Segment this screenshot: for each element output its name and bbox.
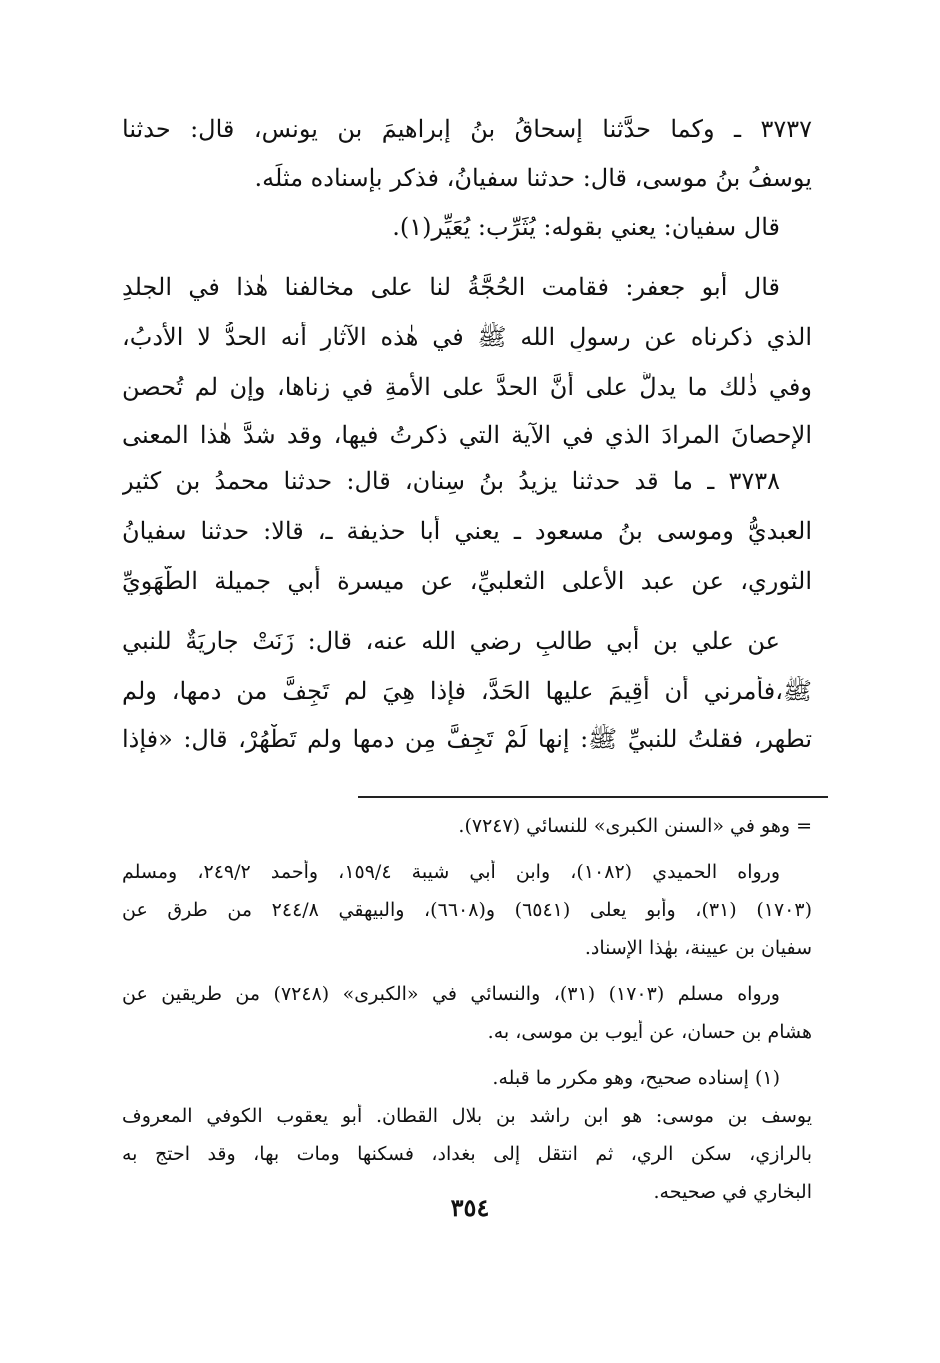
abu-jafar-line-1: قال أبو جعفر: فقامت الحُجَّةُ لنا على مخالفنا هٰذا في الجلدِ: [122, 273, 780, 301]
hadith-3738-line-4: عن علي بن أبي طالبٍ رضي الله عنه، قال: زَنَتْ جاريَةٌ للنبي: [122, 627, 780, 655]
footnote-line-10: البخاري في صحيحه.: [653, 1181, 812, 1203]
footnote-line-3: (١٧٠٣) (٣١)، وأبو يعلى (٦٥٤١) و(٦٦٠٨)، والبيهقي ٢٤٤/٨ من طرق عن: [122, 899, 812, 921]
hadith-3738-line-5: ﷺ،فأمرني أن أُقِيمَ عليها الحَدَّ، فإذا هِيَ لم تَجِفَّ من دمها، ولم: [122, 677, 812, 705]
hadith-3738-line-3: الثوري، عن عبد الأعلى الثعلبيِّ، عن ميسرة أبي جميلة الطُّهَوِيِّ: [122, 567, 812, 595]
footnote-line-7: (١) إسناده صحيح، وهو مكرر ما قبله.: [492, 1067, 780, 1089]
abu-jafar-line-4: الإحصانَ المرادَ الذي في الآية التي ذكرتُ فيها، وقد شدَّ هٰذا المعنى: [122, 421, 812, 449]
hadith-3738-line-2: العبديُّ وموسى بنُ مسعود ـ يعني أبا حذيفة ـ، قالا: حدثنا سفيانُ: [122, 517, 812, 545]
hadith-3737-line-2: يوسفُ بنُ موسى، قال: حدثنا سفيانُ، فذكر بإسناده مثلَه.: [254, 164, 812, 192]
hadith-3738-line-1: ٣٧٣٨ ـ ما قد حدثنا يزيدُ بنُ سِنان، قال: حدثنا محمدُ بن كثير: [122, 467, 780, 495]
footnote-line-1: = وهو في «السنن الكبرى» للنسائي (٧٢٤٧).: [458, 815, 812, 837]
hadith-3738-line-6: تطهر، فقلتُ للنبيِّ ﷺ: إنها لَمْ تَجِفَّ مِن دمها ولم تَطْهُرْ، قال: «فإذا: [122, 725, 812, 753]
footnote-line-2: ورواه الحميدي (١٠٨٢)، وابن أبي شيبة ١٥٩/٤، وأحمد ٢٤٩/٢، ومسلم: [122, 861, 780, 883]
footnote-line-6: هشام بن حسان، عن أيوب بن موسى، به.: [487, 1021, 812, 1043]
abu-jafar-line-3: وفي ذٰلك ما يدلُّ على أنَّ الحدَّ على الأمةِ في زناها، وإن لم تُحصن: [122, 373, 812, 401]
footnote-separator: [358, 796, 828, 798]
abu-jafar-line-2: الذي ذكرناه عن رسولِ الله ﷺ في هٰذه الآثارِ أنه الحدُّ لا الأدبُ،: [122, 323, 812, 351]
footnote-line-5: ورواه مسلم (١٧٠٣) (٣١)، والنسائي في «الكبرى» (٧٢٤٨) من طريقين عن: [122, 983, 780, 1005]
footnote-line-8: يوسف بن موسى: هو ابن راشد بن بلال القطان. أبو يعقوب الكوفي المعروف: [122, 1105, 812, 1127]
footnote-line-4: سفيان بن عيينة، بهٰذا الإسناد.: [584, 937, 812, 959]
page-number: ٣٥٤: [450, 1193, 490, 1222]
sufyan-note-line: قال سفيان: يعني بقوله: يُثَرِّب: يُعَيِّر(١).: [392, 213, 780, 241]
hadith-3737-line-1: ٣٧٣٧ ـ وكما حدَّثنا إسحاقُ بنُ إبراهيمَ بن يونس، قال: حدثنا: [122, 115, 812, 143]
footnote-line-9: بالرازي، سكن الري، ثم انتقل إلى بغداد، فسكنها ومات بها، وقد احتج به: [122, 1143, 812, 1165]
